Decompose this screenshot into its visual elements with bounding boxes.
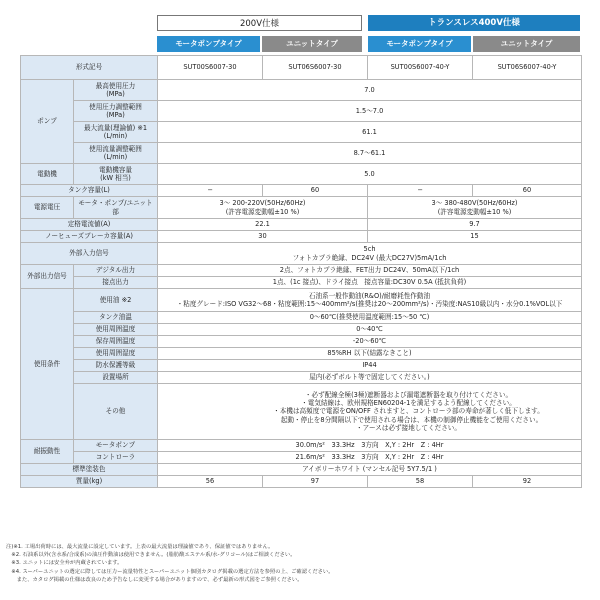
- other-line: ・本機は高頻度で電源をON/OFF されますと、コントローラ部の寿命が著しく低下します。: [273, 407, 544, 416]
- current-label: 定格電流値(A): [21, 219, 158, 231]
- max-flow-value: 61.1: [158, 122, 582, 143]
- oil-type: 石油系一般作動油(R&O)/耐磨耗性作動油: [308, 291, 431, 300]
- breaker-200v-value: 30: [158, 231, 368, 243]
- installation-label: 設置場所: [74, 372, 158, 384]
- pressure-range-value: 1.5〜7.0: [158, 101, 582, 122]
- tank-value: 60: [473, 185, 582, 197]
- voltage-200v-value: 3〜 200-220V(50Hz/60Hz) (許容電源変動幅±10 %): [158, 197, 368, 219]
- max-flow-label: 最大流量(理論値) ※1 (L/min): [74, 122, 158, 143]
- vibration-motorpump-value: 30.0m/s² 33.3Hz 3方向 X,Y : 2Hr Z : 4Hr: [158, 440, 582, 452]
- other-value: [158, 384, 582, 440]
- humidity-label: 使用周囲湿度: [74, 348, 158, 360]
- model-value: SUT06S6007-30: [263, 56, 368, 80]
- tank-oil-temp-value: 0〜60℃(推奨使用温度範囲:15〜50 ℃): [158, 312, 582, 324]
- footnotes: [6, 543, 596, 584]
- group-header-400v: トランスレス400V仕様: [368, 15, 580, 31]
- other-line: 起動・停止を8分間隔以下で使用される場合は、本機の制御停止機能をご使用ください。: [280, 415, 543, 424]
- conditions-label: 使用条件: [21, 289, 74, 440]
- row-model: [21, 56, 582, 80]
- installation-value: 屋内(必ずボルト等で固定してください。): [158, 372, 582, 384]
- row-voltage: [21, 197, 582, 219]
- row-digital-output: [21, 265, 582, 277]
- paint-value: アイボリーホワイト (マンセル記号 5Y7.5/1 ): [158, 464, 582, 476]
- ext-input-spec: フォトカプラ絶縁、DC24V (最大DC27V)5mA/1ch: [292, 253, 447, 262]
- row-humidity: [21, 348, 582, 360]
- vibration-controller-value: 21.6m/s² 33.3Hz 3方向 X,Y : 2Hr Z : 4Hr: [158, 452, 582, 464]
- row-vibration-motorpump: [21, 440, 582, 452]
- pump-label: ポンプ: [21, 80, 74, 164]
- tank-oil-temp-label: タンク油温: [74, 312, 158, 324]
- contact-output-value: 1点、(1c 接点)、ドライ接点 接点容量:DC30V 0.5A (抵抗負荷): [158, 277, 582, 289]
- tank-value: −: [368, 185, 473, 197]
- vibration-controller-label: コントローラ: [74, 452, 158, 464]
- ambient-temp-value: 0〜40℃: [158, 324, 582, 336]
- row-motor: [21, 164, 582, 185]
- max-pressure-label: 最高使用圧力 (MPa): [74, 80, 158, 101]
- footnote: ※4. スーパーユニットの選定に際しては圧力ー流量特性とスーパーユニット個別カタログ掲載の選定方法を参照の上、ご確認ください。: [6, 568, 334, 575]
- mass-value: 58: [368, 476, 473, 488]
- row-pressure-range: [21, 101, 582, 122]
- model-value: SUT06S6007-40-Y: [473, 56, 582, 80]
- current-400v-value: 9.7: [368, 219, 582, 231]
- model-value: SUT00S6007-30: [158, 56, 263, 80]
- tank-value: −: [158, 185, 263, 197]
- footnote: 注)※1. 工場出荷時には、最大流量に設定しています。上表の最大流量は理論値であり、保証値ではありません。: [6, 544, 274, 550]
- row-max-pressure: [21, 80, 582, 101]
- other-line: ・必ず配線全極(3極)遮断器および漏電遮断器を取り付けてください。: [304, 390, 513, 399]
- storage-temp-value: -20〜60℃: [158, 336, 582, 348]
- row-installation: [21, 372, 582, 384]
- oil-label: 使用油 ※2: [74, 289, 158, 312]
- row-breaker: [21, 231, 582, 243]
- digital-output-value: 2点、フォトカプラ絶縁、FET出力 DC24V、50mA以下/1ch: [158, 265, 582, 277]
- breaker-label: ノーヒューズブレーカ容量(A): [21, 231, 158, 243]
- pressure-range-label: 使用圧力調整範囲 (MPa): [74, 101, 158, 122]
- oil-spec: ・粘度グレード:ISO VG32〜68・粘度範囲:15〜400mm²/s(推奨は20〜200mm²/s)・汚染度:NAS10級以内・水分0.1%VOL以下: [176, 300, 563, 308]
- row-paint: [21, 464, 582, 476]
- row-current: [21, 219, 582, 231]
- model-label: 形式記号: [21, 56, 158, 80]
- mass-label: 質量(kg): [21, 476, 158, 488]
- row-mass: [21, 476, 582, 488]
- tank-value: 60: [263, 185, 368, 197]
- flow-range-label: 使用流量調整範囲 (L/min): [74, 143, 158, 164]
- paint-label: 標準塗装色: [21, 464, 158, 476]
- footnote: ※2. 石油系以外(含水系/合成系)の油圧作動油は使用できません。(脂肪酸エステル系/水-グリコール)はご相談ください。: [6, 552, 296, 559]
- mass-value: 97: [263, 476, 368, 488]
- ambient-temp-label: 使用周囲温度: [74, 324, 158, 336]
- row-oil: [21, 289, 582, 312]
- motor-capacity-label: 電動機容量 (kW 相当): [74, 164, 158, 185]
- flow-range-value: 8.7〜61.1: [158, 143, 582, 164]
- voltage-label: 電源電圧: [21, 197, 74, 219]
- row-protection: [21, 360, 582, 372]
- spec-table: [20, 55, 582, 488]
- vibration-motorpump-label: モータポンプ: [74, 440, 158, 452]
- protection-label: 防水保護等級: [74, 360, 158, 372]
- row-ambient-temp: [21, 324, 582, 336]
- tank-label: タンク容量(L): [21, 185, 158, 197]
- ext-input-label: 外部入力信号: [21, 243, 158, 265]
- mass-value: 92: [473, 476, 582, 488]
- other-line: ・アースは必ず接地してください。: [356, 423, 461, 432]
- contact-output-label: 接点出力: [74, 277, 158, 289]
- type-header-motorpump-200v: モータポンプタイプ: [157, 36, 260, 52]
- voltage-sub-label: モータ・ポンプ/ユニット部: [74, 197, 158, 219]
- motor-label: 電動機: [21, 164, 74, 185]
- max-pressure-value: 7.0: [158, 80, 582, 101]
- row-tank-oil-temp: [21, 312, 582, 324]
- motor-capacity-value: 5.0: [158, 164, 582, 185]
- group-header-200v: 200V仕様: [157, 15, 362, 31]
- oil-value: [158, 289, 582, 312]
- row-other: [21, 384, 582, 440]
- row-vibration-controller: [21, 452, 582, 464]
- digital-output-label: デジタル出力: [74, 265, 158, 277]
- row-tank: [21, 185, 582, 197]
- row-ext-input: [21, 243, 582, 265]
- mass-value: 56: [158, 476, 263, 488]
- ext-output-label: 外部出力信号: [21, 265, 74, 289]
- current-200v-value: 22.1: [158, 219, 368, 231]
- ext-input-channels: 5ch: [363, 245, 376, 254]
- humidity-value: 85%RH 以下(結露なきこと): [158, 348, 582, 360]
- voltage-400v-value: 3〜 380-480V(50Hz/60Hz) (許容電源変動幅±10 %): [368, 197, 582, 219]
- protection-value: IP44: [158, 360, 582, 372]
- row-flow-range: [21, 143, 582, 164]
- type-header-unit-200v: ユニットタイプ: [262, 36, 362, 52]
- model-value: SUT00S6007-40-Y: [368, 56, 473, 80]
- row-max-flow: [21, 122, 582, 143]
- type-header-motorpump-400v: モータポンプタイプ: [368, 36, 471, 52]
- type-header-unit-400v: ユニットタイプ: [473, 36, 580, 52]
- breaker-400v-value: 15: [368, 231, 582, 243]
- other-line: ・電気結線は、欧州規格EN60204-1を満足するよう配線してください。: [301, 399, 516, 408]
- row-storage-temp: [21, 336, 582, 348]
- storage-temp-label: 保存周囲温度: [74, 336, 158, 348]
- footnote: ※3. ユニットには安全弁が内蔵されています。: [6, 560, 123, 567]
- row-contact-output: [21, 277, 582, 289]
- footnote: また、カタログ掲載の仕様は改良のため予告なしに変更する場合がありますので、必ず最新の形式図をご参照ください。: [6, 576, 303, 583]
- vibration-label: 耐振動性: [21, 440, 74, 464]
- ext-input-value: [158, 243, 582, 265]
- other-label: その他: [74, 384, 158, 440]
